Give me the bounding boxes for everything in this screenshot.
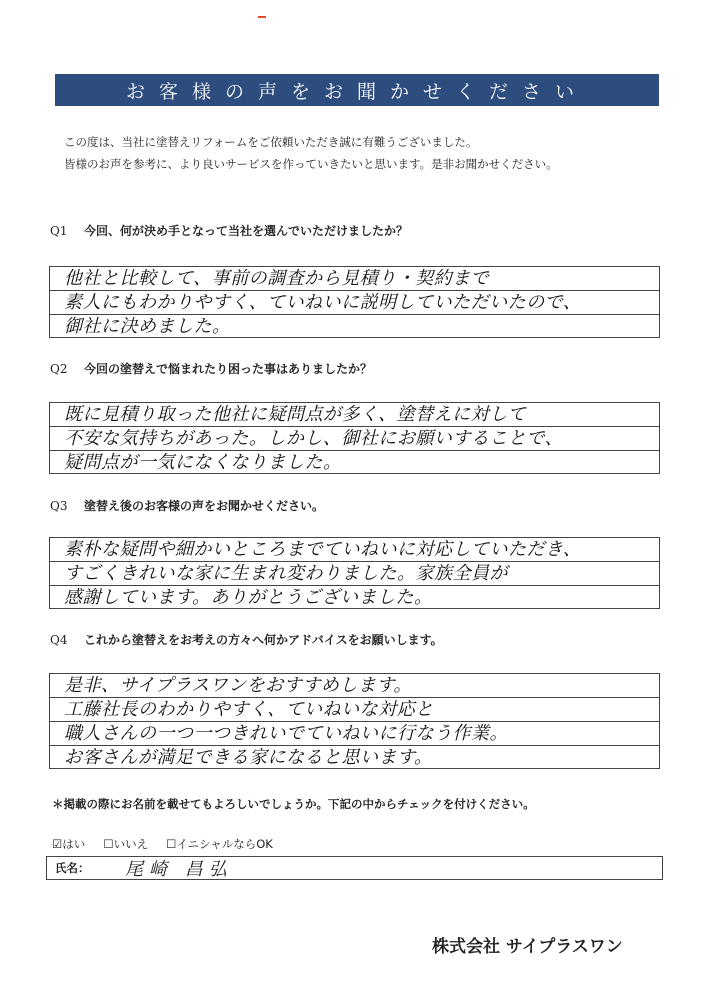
checkbox-no[interactable]: ☐いいえ bbox=[103, 837, 149, 851]
name-field bbox=[46, 856, 663, 880]
answer-line: お客さんが満足できる家になると思います。 bbox=[49, 745, 660, 769]
question-number: Q3 bbox=[50, 499, 68, 513]
answer-line: 疑問点が一気になくなりました。 bbox=[49, 450, 660, 474]
company-name: 株式会社 サイプラスワン bbox=[432, 937, 623, 957]
answer-line: 他社と比較して、事前の調査から見積り・契約まで bbox=[49, 266, 660, 290]
question-number: Q1 bbox=[50, 224, 68, 238]
question-number: Q2 bbox=[50, 362, 68, 376]
question-2 bbox=[50, 360, 372, 377]
answer-line: 工藤社長のわかりやすく、ていねいな対応と bbox=[49, 697, 660, 721]
answer-line: すごくきれいな家に生まれ変わりました。家族全員が bbox=[49, 561, 660, 585]
top-red-mark bbox=[258, 16, 266, 18]
answer-line: 素朴な疑問や細かいところまでていねいに対応していただき、 bbox=[49, 537, 660, 561]
question-text: 塗替え後のお客様の声をお聞かせください。 bbox=[84, 499, 325, 513]
consent-options bbox=[52, 836, 273, 852]
answer-line: 御社に決めました。 bbox=[49, 314, 660, 338]
answer-box-2 bbox=[49, 402, 660, 474]
checkbox-yes[interactable]: ☑はい bbox=[52, 837, 86, 851]
answer-line: 職人さんの一つ一つきれいでていねいに行なう作業。 bbox=[49, 721, 660, 745]
answer-box-3 bbox=[49, 537, 660, 609]
question-3 bbox=[50, 497, 324, 514]
answer-line: 是非、サイプラスワンをおすすめします。 bbox=[49, 673, 660, 697]
question-4 bbox=[50, 631, 443, 648]
name-label: 氏名： bbox=[55, 861, 90, 875]
intro-line-2: 皆様のお声を参考に、より良いサービスを作っていきたいと思います。是非お聞かせください。 bbox=[64, 157, 558, 171]
question-1 bbox=[50, 222, 408, 239]
answer-box-4 bbox=[49, 673, 660, 769]
page-title: お客様の声をお聞かせください bbox=[125, 80, 588, 103]
question-number: Q4 bbox=[50, 633, 68, 647]
page-title-banner bbox=[55, 74, 659, 106]
name-value: 尾崎 昌弘 bbox=[125, 859, 233, 880]
answer-line: 感謝しています。ありがとうございました。 bbox=[49, 585, 660, 609]
answer-box-1 bbox=[49, 266, 660, 338]
checkbox-initial-ok[interactable]: ☐イニシャルならOK bbox=[166, 837, 273, 851]
answer-line: 素人にもわかりやすく、ていねいに説明していただいたので、 bbox=[49, 290, 660, 314]
question-text: 今回、何が決め手となって当社を選んでいただけましたか？ bbox=[84, 224, 409, 238]
question-text: 今回の塗替えで悩まれたり困った事はありましたか？ bbox=[84, 362, 373, 376]
question-text: これから塗替えをお考えの方々へ何かアドバイスをお願いします。 bbox=[84, 633, 443, 647]
intro-line-1: この度は、当社に塗替えリフォームをご依頼いただき誠に有難うございました。 bbox=[64, 135, 478, 149]
answer-line: 既に見積り取った他社に疑問点が多く、塗替えに対して bbox=[49, 402, 660, 426]
answer-line: 不安な気持ちがあった。しかし、御社にお願いすることで、 bbox=[49, 426, 660, 450]
consent-note: ＊掲載の際にお名前を載せてもよろしいでしょうか。下記の中からチェックを付けください。 bbox=[52, 797, 535, 811]
